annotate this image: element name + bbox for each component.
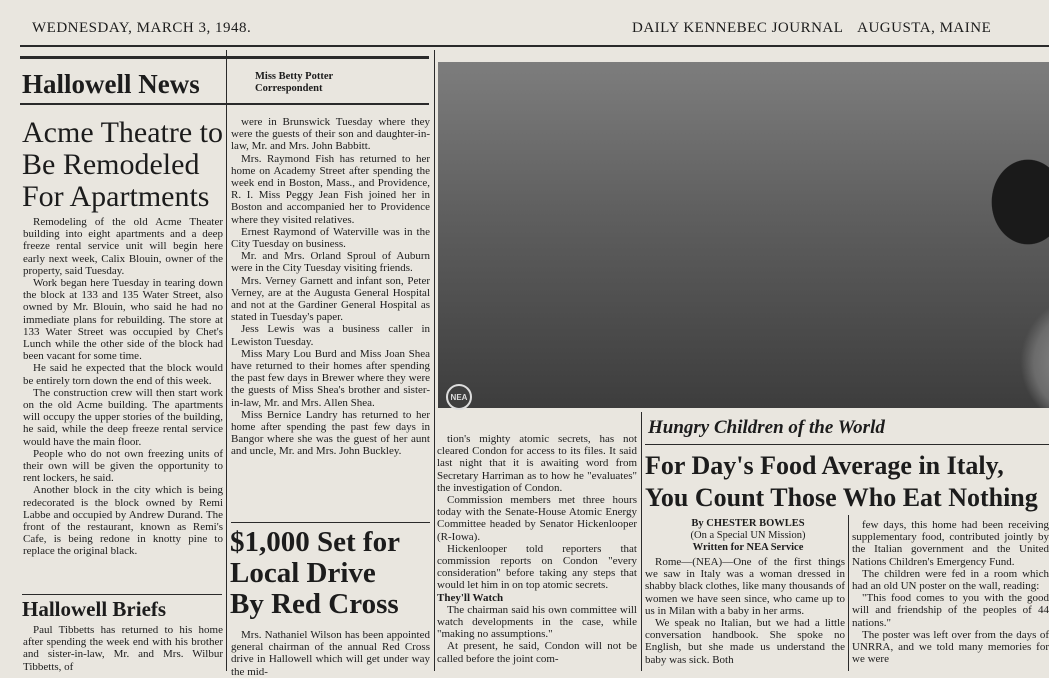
atomic-article-body: [437, 433, 637, 671]
paragraph: We speak no Italian, but we had a little conversation handbook. She spoke no English, but she made us understand the baby was sick. Both: [645, 617, 845, 666]
paragraph: Ernest Raymond of Waterville was in the City Tuesday on business.: [231, 225, 430, 251]
paragraph: tion's mighty atomic secrets, has not cleared Condon for access to its files. It said last night that it is awaiting word from Secretary Harriman as to how he "evaluates" the investigation of Condon.: [437, 433, 637, 494]
kicker-rule: [645, 444, 1049, 445]
column-divider: [226, 50, 227, 671]
paragraph: Mr. and Mrs. Orland Sproul of Auburn were in the City Tuesday visiting friends.: [231, 250, 430, 275]
red-cross-headline-line: Local Drive: [230, 557, 376, 589]
paragraph: Remodeling of the old Acme Theater building into eight apartments and a deep freeze rental service unit will begin here early next week, Calix Blouin, owner of the property, said Tuesday.: [23, 216, 223, 277]
children-eating-photo: [438, 62, 1049, 408]
paragraph: Miss Bernice Landry has returned to her home after spending the past few days in Bangor where she was the guest of her aunt and uncle, Mr. and Mrs. John Buckley.: [231, 408, 430, 458]
masthead-city: AUGUSTA, MAINE: [857, 20, 992, 36]
italy-headline-line: You Count Those Who Eat Nothing: [645, 483, 1038, 512]
divider: [231, 522, 430, 523]
byline-service: Written for NEA Service: [692, 542, 804, 553]
paragraph: Rome—(NEA)—One of the first things we saw in Italy was a woman dressed in shabby black clothes, like many thousands of women we have seen since, who came up to us in Milan with a baby in her arms.: [645, 556, 845, 617]
masthead-date: WEDNESDAY, MARCH 3, 1948.: [32, 20, 252, 36]
masthead-paper: [632, 20, 991, 37]
section-title: Hallowell News: [22, 69, 200, 99]
acme-headline: [22, 117, 223, 213]
acme-headline-line: Acme Theatre to: [22, 116, 224, 149]
red-cross-headline-line: $1,000 Set for: [230, 526, 400, 558]
acme-article-body: [23, 216, 223, 589]
paragraph: He said he expected that the block would be entirely torn down the end of this week.: [23, 362, 223, 387]
red-cross-body: [231, 629, 430, 678]
column-divider: [434, 50, 435, 671]
column-divider: [848, 515, 849, 671]
red-cross-headline: [230, 527, 400, 620]
correspondent-credit: [255, 71, 333, 95]
correspondent-role: Correspondent: [255, 83, 323, 94]
acme-headline-line: Be Remodeled: [22, 148, 200, 181]
byline-mission: (On a Special UN Mission): [690, 530, 806, 541]
paragraph: Mrs. Raymond Fish has returned to her home on Academy Street after spending the week end in Boston, Mass., and Providence, R. I. Miss Peggy Jean Fish joined her in Boston and accompanied her to Providence where they visited relatives.: [231, 152, 430, 226]
paragraph: People who do not own freezing units of their own will be given the opportunity to rent lockers, he said.: [23, 447, 223, 485]
briefs-title: Hallowell Briefs: [22, 597, 167, 621]
nea-badge: NEA: [446, 384, 472, 410]
paragraph: At present, he said, Condon will not be called before the joint com-: [437, 640, 637, 665]
divider: [22, 594, 222, 595]
personals-column: [231, 116, 430, 516]
column-divider: [641, 412, 642, 671]
briefs-body: [23, 624, 223, 671]
italy-byline: [652, 518, 844, 554]
italy-article-body: [645, 556, 845, 671]
italy-headline: [645, 450, 1038, 514]
paragraph: The construction crew will then start work on the old Acme building. The apartments will occupy the upper stories of the building, he said, while the deep freeze rental service would have the main floor.: [23, 386, 223, 448]
byline-author: By CHESTER BOWLES: [691, 518, 805, 529]
masthead-rule: [20, 45, 1049, 47]
paragraph: The children were fed in a room which had an old UN poster on the wall, reading:: [852, 567, 1049, 593]
paragraph: Mrs. Verney Garnett and infant son, Peter Verney, are at the Augusta General Hospital and not at the Gardiner General Hospital as stated in Tuesday's paper.: [231, 274, 430, 324]
section-rule-top: [20, 56, 429, 59]
paragraph: Miss Mary Lou Burd and Miss Joan Shea have returned to their homes after spending the past few days in Brewer where they were the guests of Miss Shea's brother and sister-in-law, Mr. and Mrs. Allen Shea.: [231, 347, 430, 409]
paragraph: Work began here Tuesday in tearing down the block at 133 and 135 Water Street, also owned by Mr. Blouin, who said he had no immediate plans for rebuilding. The store at 133 Water Street was occupied by Chet's Lunch while the other side of the block had been vacant for some time.: [23, 277, 223, 363]
paragraph: Paul Tibbetts has returned to his home after spending the week end with his brother and sister-in-law, Mr. and Mrs. Wilbur Tibbetts, of: [23, 624, 223, 673]
paragraph: Another block in the city which is being redecorated is the block owned by Remi Labbe and occupied by Andrew Durand. The front of the restaurant, known as Remi's Cafe, is being redone in knotty pine to replace the original black.: [23, 484, 223, 558]
masthead-paper-name: DAILY KENNEBEC JOURNAL: [632, 20, 843, 36]
paragraph: Jess Lewis was a business caller in Lewiston Tuesday.: [231, 323, 430, 348]
acme-headline-line: For Apartments: [22, 180, 210, 213]
correspondent-name: Miss Betty Potter: [255, 71, 334, 82]
red-cross-headline-line: By Red Cross: [230, 588, 399, 620]
paragraph: The chairman said his own committee will watch developments in the case, while "making no assumptions.": [437, 603, 637, 641]
italy-kicker: Hungry Children of the World: [648, 417, 885, 438]
italy-headline-line: For Day's Food Average in Italy,: [645, 451, 1004, 480]
italy-article-continued: [852, 519, 1049, 671]
paragraph: "This food comes to you with the good will and friendship of the peoples of 44 nations.": [852, 592, 1049, 629]
atomic-subhead: They'll Watch: [437, 591, 504, 604]
paragraph: Commission members met three hours today with the Senate-House Atomic Energy Committee headed by Senator Hickenlooper (R-Iowa).: [437, 494, 637, 543]
paragraph: Mrs. Nathaniel Wilson has been appointed general chairman of the annual Red Cross drive in Hallowell which will get under way the mid-: [231, 629, 430, 678]
paragraph: few days, this home had been receiving supplementary food, contributed jointly by the Italian government and the United Nations Children's Emergency Fund.: [852, 519, 1049, 568]
section-rule-bottom: [20, 103, 429, 105]
paragraph: Hickenlooper told reporters that commission reports on Condon "every consideration" before taking any steps that would let him in on top atomic secrets.: [437, 542, 637, 592]
paragraph: were in Brunswick Tuesday where they were the guests of their son and daughter-in-law, Mr. and Mrs. John Babbitt.: [231, 116, 430, 153]
paragraph: The poster was left over from the days of UNRRA, and we told many memories for we were: [852, 628, 1049, 666]
